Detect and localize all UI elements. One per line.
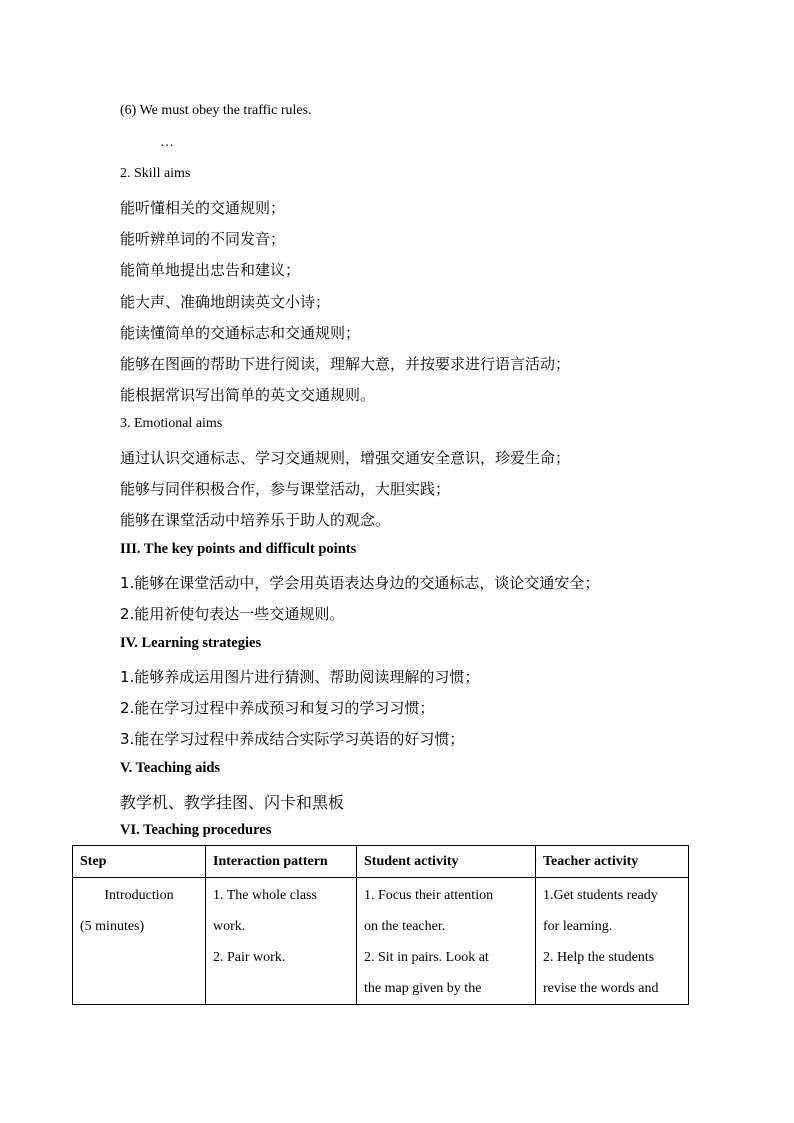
cell-student <box>357 878 536 1005</box>
skill-aim-item: 能大声、准确地朗读英文小诗； <box>120 293 331 311</box>
skill-aim-item: 能根据常识写出简单的英文交通规则。 <box>120 386 376 404</box>
teaching-aids-heading: V. Teaching aids <box>120 760 221 776</box>
cell-text: 1. The whole class <box>213 888 317 903</box>
cell-text: revise the words and <box>543 981 659 996</box>
header-step: Step <box>73 846 206 878</box>
cell-text: 2. Pair work. <box>213 950 286 965</box>
table-header-row <box>73 846 689 878</box>
header-student-activity: Student activity <box>357 846 536 878</box>
skill-aim-item: 能读懂简单的交通标志和交通规则； <box>120 324 361 342</box>
header-interaction-pattern: Interaction pattern <box>206 846 357 878</box>
cell-text: 2. Help the students <box>543 950 655 965</box>
cell-text: 1. Focus their attention <box>364 888 494 903</box>
strategy-item: 2.能在学习过程中养成预习和复习的学习习惯； <box>120 699 435 717</box>
step-duration: (5 minutes) <box>80 919 145 934</box>
cell-teacher <box>536 878 689 1005</box>
emotional-aim-item: 能够在课堂活动中培养乐于助人的观念。 <box>120 511 391 529</box>
key-points-heading: III. The key points and difficult points <box>120 541 357 557</box>
emotional-aims-title: 3. Emotional aims <box>120 416 223 431</box>
key-point-item: 2.能用祈使句表达一些交通规则。 <box>120 605 345 623</box>
step-name: Introduction <box>104 888 174 903</box>
emotional-aim-item: 能够与同伴积极合作，参与课堂活动，大胆实践； <box>120 480 451 498</box>
skill-aim-item: 能够在图画的帮助下进行阅读，理解大意，并按要求进行语言活动； <box>120 355 571 373</box>
emotional-aim-item: 通过认识交通标志、学习交通规则，增强交通安全意识，珍爱生命； <box>120 449 571 467</box>
objective-example-6: (6) We must obey the traffic rules. <box>120 103 312 118</box>
teaching-procedures-heading: VI. Teaching procedures <box>120 822 272 838</box>
strategy-item: 3.能在学习过程中养成结合实际学习英语的好习惯； <box>120 730 465 748</box>
procedures-table <box>72 845 689 1005</box>
cell-text: the map given by the <box>364 981 482 996</box>
table-row <box>73 878 689 1005</box>
teaching-aids-text: 教学机、教学挂图、闪卡和黑板 <box>120 793 345 812</box>
skill-aim-item: 能简单地提出忠告和建议； <box>120 261 301 279</box>
header-teacher-activity: Teacher activity <box>536 846 689 878</box>
skill-aims-title: 2. Skill aims <box>120 166 191 181</box>
cell-text: work. <box>213 919 246 934</box>
ellipsis: … <box>160 135 174 150</box>
cell-text: 2. Sit in pairs. Look at <box>364 950 489 965</box>
skill-aim-item: 能听懂相关的交通规则； <box>120 199 286 217</box>
cell-text: 1.Get students ready <box>543 888 658 903</box>
cell-text: on the teacher. <box>364 919 446 934</box>
strategy-item: 1.能够养成运用图片进行猜测、帮助阅读理解的习惯； <box>120 668 480 686</box>
cell-text: for learning. <box>543 919 613 934</box>
learning-strategies-heading: IV. Learning strategies <box>120 635 262 651</box>
skill-aim-item: 能听辨单词的不同发音； <box>120 230 286 248</box>
key-point-item: 1.能够在课堂活动中，学会用英语表达身边的交通标志，谈论交通安全； <box>120 574 600 592</box>
cell-step <box>73 878 206 1005</box>
cell-interaction <box>206 878 357 1005</box>
